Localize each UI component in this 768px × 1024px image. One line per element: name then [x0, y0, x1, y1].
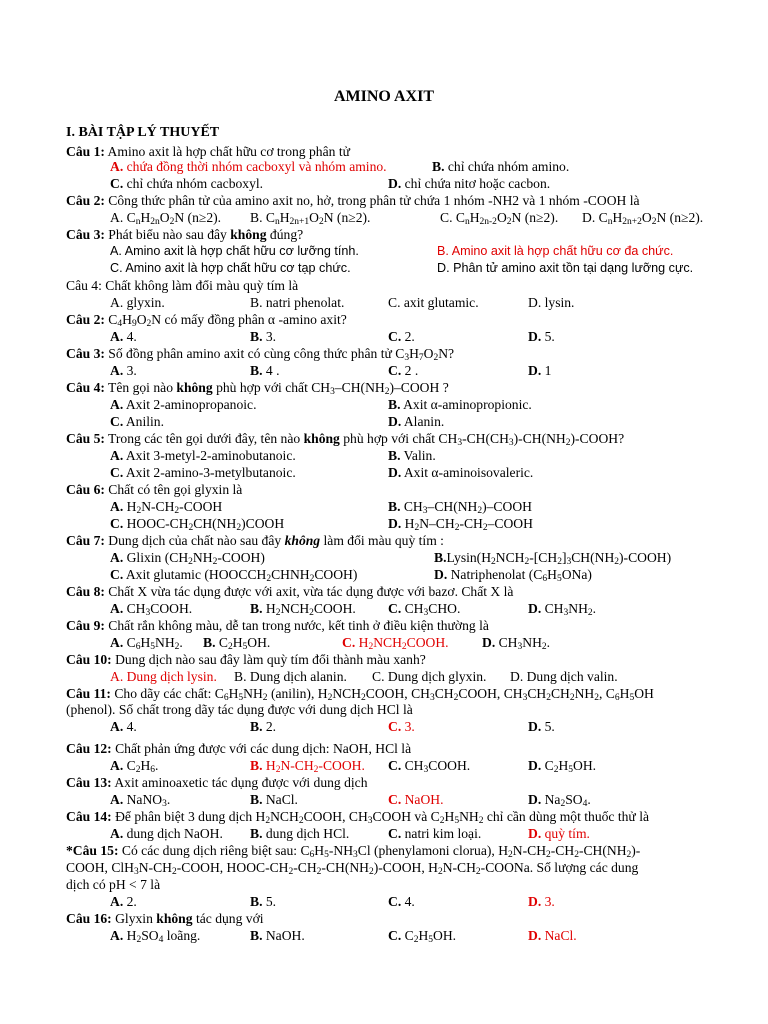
answer-option: C. 3. [388, 719, 415, 734]
answer-option: A. dung dịch NaOH. [110, 826, 223, 841]
answer-option: A. Glixin $(CH_2NH_2-COOH)$ [110, 550, 265, 567]
question-text: Câu 6: Chất có tên gọi glyxin là [66, 482, 243, 497]
answer-option: A. $CH_3COOH$. [110, 601, 193, 618]
question-text: dịch có pH < 7 là [66, 877, 161, 892]
question-text: Câu 9: Chất rắn không màu, dễ tan trong nước, kết tinh ở điều kiện thường là [66, 618, 489, 633]
question-text: Câu 2: $C_4H_9O_2N$ có mấy đồng phân α -amino axit? [66, 312, 347, 329]
answer-option: D. $H_2N-CH_2-CH_2$–COOH [388, 516, 533, 533]
answer-option: C. Axit 2-amino-3-metylbutanoic. [110, 465, 296, 480]
question-text: Câu 11: Cho dãy các chất: $C_6H_5NH_2$ (anilin), $H_2NCH_2COOH$, $CH_3CH_2COOH$, $CH_3CH_2CH_2NH_2$, $C_6H_5OH$ [66, 686, 654, 703]
answer-option: C. $CH_3CHO$. [388, 601, 461, 618]
answer-option: B. 3. [250, 329, 277, 344]
answer-option: A. Axit 3-metyl-2-aminobutanoic. [110, 448, 296, 463]
question-text: Câu 2: Công thức phân tử của amino axit no, hở, trong phân tử chứa 1 nhóm -NH2 và 1 nhóm -COOH là [66, 193, 640, 208]
answer-option: B. $CH_3-CH(NH_2)$–COOH [388, 499, 532, 516]
answer-option: C. 2. [388, 329, 415, 344]
answer-option: A. $H_2N-CH_2$-COOH [110, 499, 223, 516]
answer-option: B. Amino axit là hợp chất hữu cơ đa chức. [437, 244, 674, 258]
answer-option: D. Alanin. [388, 414, 445, 429]
answer-option: D. quỳ tím. [528, 826, 590, 841]
answer-option: A. 4. [110, 719, 137, 734]
answer-option: A. chứa đồng thời nhóm cacboxyl và nhóm amino. [110, 159, 387, 174]
answer-option: D. NaCl. [528, 928, 577, 943]
answer-option: D. lysin. [528, 295, 575, 310]
answer-option: A. 4. [110, 329, 137, 344]
question-text: *Câu 15: Có các dung dịch riêng biệt sau: $C_6H_5-NH_3Cl$ (phenylamoni clorua), $H_2N-CH_2-CH_2-CH(NH_2)-$ [66, 843, 641, 860]
answer-option: A. $C_2H_6$. [110, 758, 159, 775]
answer-option: D. 3. [528, 894, 555, 909]
answer-option: C. Amino axit là hợp chất hữu cơ tạp chức. [110, 261, 351, 275]
question-text: Câu 5: Trong các tên gọi dưới đây, tên nào không phù hợp với chất $CH_3-CH(CH_3)-CH(NH_2)$-COOH? [66, 431, 625, 448]
answer-option: A. Axit 2-aminopropanoic. [110, 397, 257, 412]
answer-option: C. 4. [388, 894, 415, 909]
question-text: Câu 1: Amino axit là hợp chất hữu cơ trong phân tử [66, 144, 350, 159]
answer-option: B. 5. [250, 894, 277, 909]
question-text: Câu 8: Chất X vừa tác dụng được với axit, vừa tác dụng được với bazơ. Chất X là [66, 584, 514, 599]
answer-option: A. 2. [110, 894, 137, 909]
question-text: (phenol). Số chất trong dãy tác dụng được với dung dịch HCl là [66, 702, 413, 717]
answer-option: B. $H_2NCH_2COOH$. [250, 601, 356, 618]
answer-option: B. natri phenolat. [250, 295, 345, 310]
answer-option: C. $H_2NCH_2COOH$. [342, 635, 449, 652]
answer-option: B. NaOH. [250, 928, 305, 943]
answer-option: $B.Lysin(H_2NCH_2-[CH_2]_3CH(NH_2)-COOH)$ [434, 550, 672, 567]
answer-option: C. HOOC-$CH_2CH(NH_2)COOH$ [110, 516, 285, 533]
answer-option: B. Valin. [388, 448, 436, 463]
answer-option: D. 5. [528, 719, 555, 734]
answer-option: A. $C_6H_5NH_2$. [110, 635, 183, 652]
answer-option: C. Anilin. [110, 414, 165, 429]
answer-option: C. $C_2H_5OH$. [388, 928, 457, 945]
answer-option: C. NaOH. [388, 792, 444, 807]
answer-option: D. Natriphenolat $(C_6H_5ONa)$ [434, 567, 592, 584]
answer-option: B. 4 . [250, 363, 280, 378]
question-text: Câu 12: Chất phản ứng được với các dung dịch: NaOH, HCl là [66, 741, 412, 756]
answer-option: C. Dung dịch glyxin. [372, 669, 487, 684]
question-text: Câu 3: Số đồng phân amino axit có cùng công thức phân tử $C_3H_7O_2N$? [66, 346, 455, 363]
answer-option: B. dung dịch HCl. [250, 826, 350, 841]
answer-option: B. $C_nH_{2n+1}O_2N$ (n≥2). [250, 210, 371, 227]
answer-option: C. $C_nH_{2n-2}O_2N$ (n≥2). [440, 210, 559, 227]
answer-option: D. chỉ chứa nitơ hoặc cacbon. [388, 176, 551, 191]
question-text: Câu 16: Glyxin không tác dụng với [66, 911, 264, 926]
answer-option: C. chỉ chứa nhóm cacboxyl. [110, 176, 264, 191]
question-text: Câu 13: Axit aminoaxetic tác dụng được với dung dịch [66, 775, 368, 790]
answer-option: C. natri kim loại. [388, 826, 482, 841]
answer-option: A. NaNO$_3$. [110, 792, 171, 809]
answer-option: C. $CH_3COOH$. [388, 758, 471, 775]
answer-option: C. 2 . [388, 363, 419, 378]
answer-option: B. Axit α-aminopropionic. [388, 397, 532, 412]
page-title: AMINO AXIT [333, 88, 434, 105]
answer-option: B. NaCl. [250, 792, 298, 807]
question-text: Câu 4: Tên gọi nào không phù hợp với chất $CH_3-CH(NH_2)$–COOH ? [66, 380, 449, 397]
answer-option: A. glyxin. [110, 295, 165, 310]
question-text: Câu 7: Dung dịch của chất nào sau đây không làm đổi màu quỳ tím : [66, 533, 444, 548]
answer-option: B. Dung dịch alanin. [234, 669, 347, 684]
question-text: Câu 4: Chất không làm đổi màu quỳ tím là [66, 278, 299, 293]
answer-option: D. Phân tử amino axit tồn tại dạng lưỡng cực. [437, 261, 694, 275]
answer-option: D. 5. [528, 329, 555, 344]
answer-option: A. Amino axit là hợp chất hữu cơ lưỡng tính. [110, 244, 359, 258]
answer-option: B. $C_2H_5OH$. [203, 635, 271, 652]
answer-option: D. $CH_3NH_2$. [528, 601, 597, 618]
answer-option: D. $Na_2SO_4$. [528, 792, 591, 809]
answer-option: A. $C_nH_{2n}O_2N$ (n≥2). [110, 210, 222, 227]
answer-option: A. Dung dịch lysin. [110, 669, 217, 684]
question-text: COOH, $ClH_3N-CH_2$-COOH, HOOC-$CH_2-CH_2-CH(NH_2)$-COOH, $H_2N-CH_2$-COONa. Số lượng các dung [66, 860, 639, 877]
answer-option: B. 2. [250, 719, 277, 734]
answer-option: C. Axit glutamic $(HOOCCH_2CHNH_2COOH)$ [110, 567, 358, 584]
answer-option: D. $C_2H_5OH$. [528, 758, 597, 775]
question-text: Câu 10: Dung dịch nào sau đây làm quỳ tím đổi thành màu xanh? [66, 652, 426, 667]
answer-option: C. axit glutamic. [388, 295, 479, 310]
answer-option: B. chỉ chứa nhóm amino. [432, 159, 570, 174]
section-heading: I. BÀI TẬP LÝ THUYẾT [66, 125, 220, 140]
answer-option: A. $H_2SO_4$ loãng. [110, 928, 201, 945]
answer-option: D. $CH_3NH_2$. [482, 635, 551, 652]
answer-option: D. 1 [528, 363, 552, 378]
answer-option: D. Dung dịch valin. [510, 669, 618, 684]
question-text: Câu 14: Để phân biệt 3 dung dịch $H_2NCH_2COOH$, $CH_3COOH$ và $C_2H_5NH_2$ chỉ cần dùng một thuốc thử là [66, 809, 650, 826]
answer-option: A. 3. [110, 363, 137, 378]
answer-option: B. $H_2N-CH_2$-COOH. [250, 758, 365, 775]
answer-option: D. Axit α-aminoisovaleric. [388, 465, 534, 480]
answer-option: D. $C_nH_{2n+2}O_2N$ (n≥2). [582, 210, 704, 227]
question-text: Câu 3: Phát biểu nào sau đây không đúng? [66, 227, 304, 242]
